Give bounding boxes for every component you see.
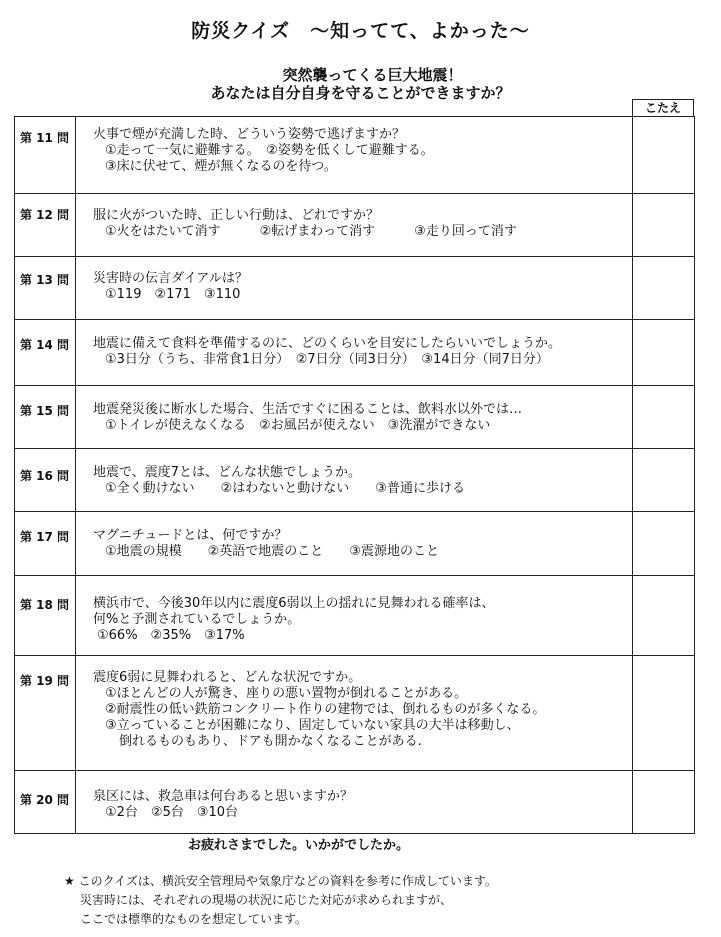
question-number: 第 11 問 (20, 131, 70, 145)
question-row-16 (14, 448, 695, 511)
question-options-1: ①地震の規模 ②英語で地震のこと ③震源地のこと (105, 544, 439, 559)
question-options-1: ①2台 ②5台 ③10台 (105, 805, 239, 820)
question-row-17 (14, 511, 695, 575)
question-prompt: 災害時の伝言ダイアルは？ (93, 271, 248, 286)
question-number: 第 18 問 (20, 598, 70, 612)
question-row-12 (14, 193, 695, 256)
question-number: 第 17 問 (20, 530, 70, 544)
answer-cell[interactable] (632, 449, 694, 511)
answer-cell[interactable] (632, 386, 694, 448)
question-number: 第 19 問 (20, 674, 70, 688)
question-prompt: 泉区には、救急車は何台あると思いますか？ (93, 789, 354, 804)
question-text (93, 789, 353, 821)
answer-cell[interactable] (632, 117, 694, 193)
question-prompt: 地震に備えて食料を準備するのに、どのくらいを目安にしたらいいでしょうか。 (93, 336, 562, 351)
question-options-2: ③床に伏せて、煙が無くなるのを待つ。 (105, 159, 337, 174)
answer-cell[interactable] (632, 771, 694, 834)
answer-cell[interactable] (632, 576, 694, 655)
question-number: 第 14 問 (20, 338, 70, 352)
question-prompt: 地震発災後に断水した場合、生活ですぐに困ることは、飲料水以外では… (93, 402, 523, 417)
question-number: 第 20 問 (20, 793, 70, 807)
subtitle-line-2: あなたは自分自身を守ることができますか？ (210, 84, 511, 102)
question-options-1: ①119 ②171 ③110 (105, 287, 241, 302)
question-options-1: ①ほとんどの人が驚き、座りの悪い置物が倒れることがある。 (105, 686, 468, 701)
closing-message: お疲れさまでした。いかがでしたか。 (188, 838, 410, 853)
answer-cell[interactable] (632, 512, 694, 575)
question-prompt: 横浜市で、今後30年以内に震度6弱以上の揺れに見舞われる確率は、 (93, 596, 495, 611)
question-row-11 (14, 116, 695, 193)
question-options-1: ①全く動けない ②はわないと動けない ③普通に歩ける (105, 481, 465, 496)
question-row-20 (14, 770, 695, 834)
question-number: 第 12 問 (20, 208, 70, 222)
question-text (93, 208, 517, 240)
question-options-3: ③立っていることが困難になり、固定していない家具の大半は移動し、 (105, 718, 520, 733)
answer-cell[interactable] (632, 194, 694, 256)
answer-cell[interactable] (632, 320, 694, 385)
question-text (93, 596, 495, 644)
question-prompt: 地震で、震度7とは、どんな状態でしょうか。 (93, 465, 362, 480)
question-options-1: ①66% ②35% ③17% (97, 628, 245, 643)
question-number: 第 13 問 (20, 273, 70, 287)
question-row-14 (14, 319, 695, 385)
question-text (93, 528, 439, 560)
question-row-18 (14, 575, 695, 655)
question-options-1: ①火をはたいて消す ②転げまわって消す ③走り回って消す (105, 224, 517, 239)
question-number: 第 16 問 (20, 469, 70, 483)
answer-cell[interactable] (632, 257, 694, 319)
question-options-1: ①3日分（うち、非常食1日分） ②7日分（同3日分） ③14日分（同7日分） (105, 352, 549, 367)
question-prompt: マグニチュードとは、何ですか？ (93, 528, 288, 543)
question-options-1: ①トイレが使えなくなる ②お風呂が使えない ③洗濯ができない (105, 418, 491, 433)
page-title: 防災クイズ 〜知ってて、よかった〜 (191, 20, 530, 42)
note-line-2: 災害時には、それぞれの現場の状況に応じた対応が求められますが、 (80, 893, 453, 907)
question-prompt: 服に火がついた時、正しい行動は、どれですか？ (93, 208, 380, 223)
question-text (93, 271, 248, 303)
question-text (93, 670, 545, 750)
question-options-2: ②耐震性の低い鉄筋コンクリート作りの建物では、倒れるものが多くなる。 (105, 702, 546, 717)
note-line-1: ★ このクイズは、横浜安全管理局や気象庁などの資料を参考に作成しています。 (64, 874, 497, 888)
question-text (93, 465, 465, 497)
question-number: 第 15 問 (20, 404, 70, 418)
question-text (93, 127, 434, 175)
question-options-1: ①走って一気に避難する。 ②姿勢を低くして避難する。 (105, 143, 434, 158)
answer-cell[interactable] (632, 656, 694, 770)
question-prompt: 震度6弱に見舞われると、どんな状況ですか。 (93, 670, 362, 685)
footer-notes (64, 872, 497, 929)
question-prompt-2: 何%と予測されているでしょうか。 (93, 612, 301, 627)
question-row-15 (14, 385, 695, 448)
question-text (93, 336, 561, 368)
answer-column-header: こたえ (632, 99, 694, 116)
note-line-3: ここでは標準的なものを想定しています。 (80, 912, 308, 926)
question-text (93, 402, 522, 434)
question-prompt: 火事で煙が充満した時、どういう姿勢で逃げますか？ (93, 127, 406, 142)
question-row-19 (14, 655, 695, 770)
question-options-4: 倒れるものもあり、ドアも開かなくなることがある. (119, 734, 422, 749)
subtitle-line-1: 突然襲ってくる巨大地震！ (282, 66, 463, 84)
question-row-13 (14, 256, 695, 319)
